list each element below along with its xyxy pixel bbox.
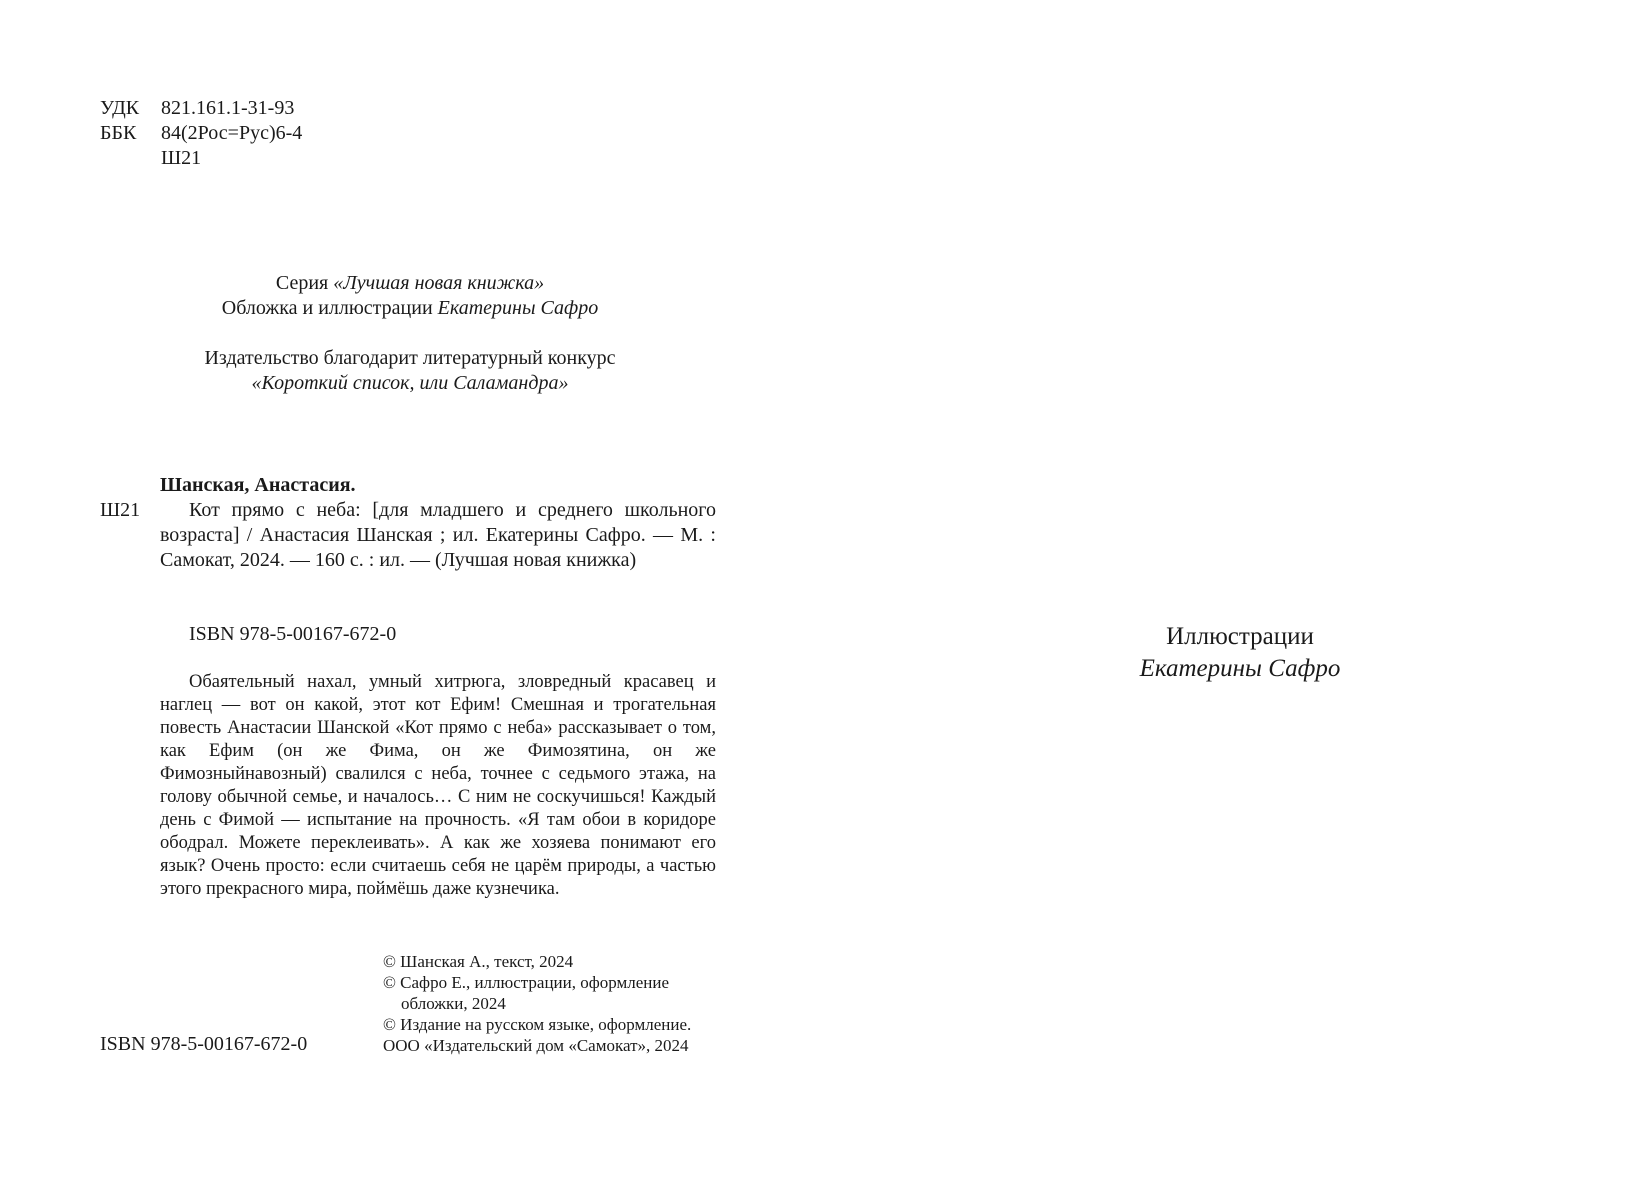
author-mark: Ш21 — [161, 147, 202, 169]
bibliography-isbn: ISBN 978-5-00167-672-0 — [189, 623, 397, 645]
copyright-text: © Шанская А., текст, 2024 — [383, 952, 574, 971]
bibliography-description: Кот прямо с неба: [для младшего и среднего школьного возраста] / Анастасия Шанская ; ил. Екатерины Сафро. — М. : Самокат, 2024. — 160 с. : ил. — (Лучшая новая книжка) — [160, 499, 716, 571]
contest-name: «Короткий список, или Саламандра» — [251, 372, 569, 394]
series-line — [160, 271, 660, 296]
copyright-publisher: ООО «Издательский дом «Самокат», 2024 — [383, 1036, 689, 1055]
copyright-illustrations-cont: обложки, 2024 — [401, 994, 506, 1013]
illustrations-label: Иллюстрации — [1166, 623, 1314, 650]
series-prefix: Серия — [275, 272, 334, 294]
copyright-illustrations: © Сафро Е., иллюстрации, оформление — [383, 973, 670, 992]
cover-artist: Екатерины Сафро — [437, 297, 599, 319]
footer-isbn: ISBN 978-5-00167-672-0 — [100, 1033, 308, 1055]
udk-label: УДК — [100, 97, 140, 119]
cover-prefix: Обложка и иллюстрации — [221, 297, 438, 319]
cover-credit-line — [160, 296, 660, 321]
bbk-label: ББК — [100, 122, 137, 144]
copyright-block — [383, 951, 723, 1056]
illustrator-name: Екатерины Сафро — [1139, 655, 1341, 682]
copyright-edition: © Издание на русском языке, оформление. — [383, 1015, 692, 1034]
bibliography-mark: Ш21 — [100, 499, 141, 521]
thanks-line: Издательство благодарит литературный конкурс — [204, 347, 616, 369]
bbk-value: 84(2Рос=Рус)6-4 — [161, 122, 303, 144]
author-heading: Шанская, Анастасия. — [160, 474, 356, 496]
udk-value: 821.161.1-31-93 — [161, 97, 295, 119]
book-annotation: Обаятельный нахал, умный хитрюга, зловредный красавец и наглец — вот он какой, этот кот Ефим! Смешная и трогательная повесть Анастасии Шанской «Кот прямо с неба» рассказывает о том, как Ефим (он же Фима, он же Фимозятина, он же Фимозныйнавозный) свалился с неба, точнее с седьмого этажа, на голову обычной семье, и началось… С ним не соскучишься! Каждый день с Фимой — испытание на прочность. «Я там обои в коридоре ободрал. Можете переклеивать». А как же хозяева понимают его язык? Очень просто: если считаешь себя не царём природы, а частью этого прекрасного мира, поймёшь даже кузнечика. — [160, 672, 716, 899]
series-name: «Лучшая новая книжка» — [333, 272, 545, 294]
